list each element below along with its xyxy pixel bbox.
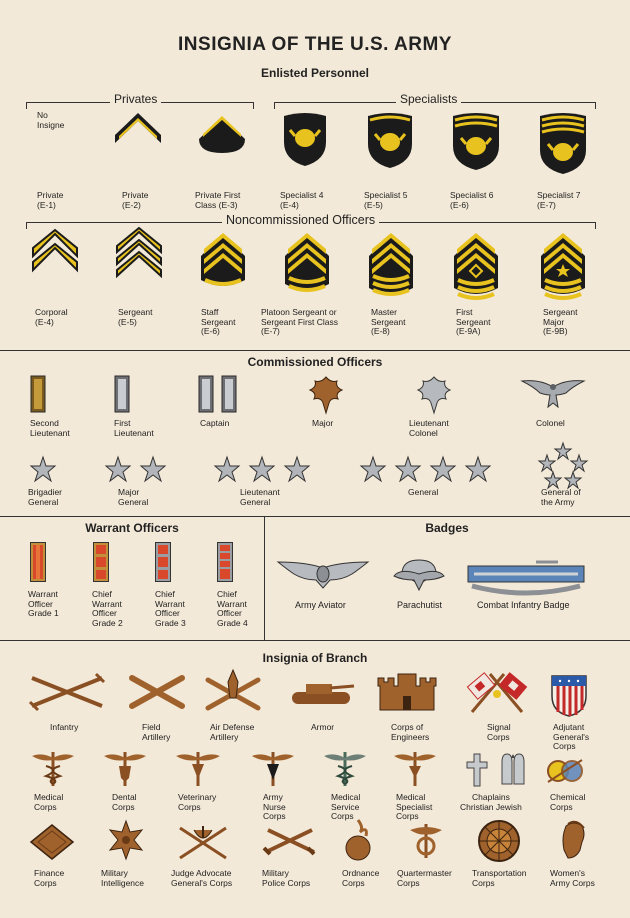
finance-corps-diamond-icon — [30, 824, 74, 860]
lieutenant-general-stars-icon — [214, 456, 310, 482]
no-insignia-label: No Insigne — [37, 110, 65, 130]
private-e2-label: Private (E-2) — [122, 190, 149, 210]
army-nurse-corps-label: Army Nurse Corps — [263, 792, 286, 821]
specialist-7-icon — [538, 112, 588, 176]
chief-warrant-2-bar-icon — [93, 542, 109, 582]
parachutist-badge-icon — [392, 558, 446, 592]
armor-tank-icon — [286, 676, 356, 708]
brigadier-general-label: Brigadier General — [28, 487, 63, 507]
general-stars-icon — [360, 456, 492, 482]
medical-specialist-corps-label: Medical Specialist Corps — [396, 792, 433, 821]
parachutist-label: Parachutist — [397, 600, 443, 610]
branch-heading: Insignia of Branch — [262, 651, 368, 665]
combat-infantry-badge-icon — [466, 556, 586, 594]
private-e3-chevron-icon — [197, 113, 247, 153]
air-defense-artillery-label: Air Defense Artillery — [210, 722, 255, 742]
brigadier-general-star-icon — [30, 456, 56, 482]
medical-service-corps-caduceus-icon — [322, 748, 368, 788]
platoon-sergeant-chevron-icon — [283, 230, 331, 294]
warrant-heading: Warrant Officers — [85, 521, 179, 535]
finance-corps-label: Finance Corps — [34, 868, 65, 888]
dental-corps-label: Dental Corps — [112, 792, 137, 812]
military-police-corps-label: Military Police Corps — [262, 868, 311, 888]
chemical-corps-label: Chemical Corps — [550, 792, 586, 812]
sergeant-major-chevron-icon — [539, 230, 587, 298]
ordnance-corps-label: Ordnance Corps — [342, 868, 380, 888]
staff-sergeant-label: Staff Sergeant (E-6) — [201, 307, 236, 336]
enlisted-heading: Enlisted Personnel — [260, 66, 370, 80]
specialist-7-label: Specialist 7 (E-7) — [537, 190, 581, 210]
chief-warrant-4-bar-icon — [217, 542, 233, 582]
lieutenant-general-label: Lieutenant General — [240, 487, 280, 507]
military-intelligence-icon — [108, 820, 144, 860]
major-oak-leaf-icon — [307, 375, 345, 415]
judge-advocate-general-label: Judge Advocate General's Corps — [171, 868, 233, 888]
womens-army-corps-athena-icon — [558, 820, 588, 860]
divider-line — [0, 350, 630, 351]
specialists-heading: Specialists — [396, 92, 461, 106]
lieutenant-colonel-label: Lieutenant Colonel — [409, 418, 449, 438]
judge-advocate-general-icon — [176, 824, 230, 860]
badges-heading: Badges — [425, 521, 469, 535]
colonel-eagle-icon — [520, 377, 586, 409]
divider-line — [0, 640, 630, 641]
dental-corps-caduceus-icon — [102, 748, 148, 788]
medical-corps-caduceus-icon — [30, 748, 76, 788]
medical-specialist-corps-caduceus-icon — [392, 748, 438, 788]
first-sergeant-label: First Sergeant (E-9A) — [456, 307, 491, 336]
divider-line — [0, 516, 630, 517]
master-sergeant-chevron-icon — [367, 230, 415, 298]
combat-infantry-badge-label: Combat Infantry Badge — [477, 600, 570, 610]
private-e3-label: Private First Class (E-3) — [195, 190, 241, 210]
captain-label: Captain — [200, 418, 230, 428]
medical-service-corps-label: Medical Service Corps — [331, 792, 361, 821]
first-sergeant-chevron-icon — [452, 230, 500, 298]
army-aviator-wings-icon — [276, 560, 370, 590]
general-label: General — [408, 487, 439, 497]
air-defense-artillery-icon — [200, 668, 266, 714]
chief-warrant-3-label: Chief Warrant Officer Grade 3 — [155, 589, 186, 628]
general-of-the-army-stars-icon — [540, 442, 586, 486]
womens-army-corps-label: Women's Army Corps — [550, 868, 595, 888]
field-artillery-cannons-icon — [126, 672, 188, 712]
army-nurse-corps-caduceus-icon — [250, 748, 296, 788]
nco-heading: Noncommissioned Officers — [222, 213, 379, 227]
medical-corps-label: Medical Corps — [34, 792, 64, 812]
military-intelligence-label: Military Intelligence — [101, 868, 145, 888]
veterinary-corps-label: Veterinary Corps — [178, 792, 217, 812]
privates-heading: Privates — [110, 92, 161, 106]
private-e1-label: Private (E-1) — [37, 190, 64, 210]
colonel-label: Colonel — [536, 418, 565, 428]
transportation-corps-label: Transportation Corps — [472, 868, 527, 888]
second-lieutenant-bar-icon — [30, 375, 46, 413]
chief-warrant-2-label: Chief Warrant Officer Grade 2 — [92, 589, 123, 628]
master-sergeant-label: Master Sergeant (E-8) — [371, 307, 406, 336]
warrant-officer-1-label: Warrant Officer Grade 1 — [28, 589, 59, 618]
specialist-6-icon — [451, 112, 501, 172]
army-aviator-label: Army Aviator — [295, 600, 346, 610]
major-label: Major — [312, 418, 334, 428]
adjutant-generals-shield-icon — [550, 674, 588, 718]
chaplain-jewish-tablets-icon — [500, 752, 526, 786]
corporal-chevron-icon — [31, 230, 79, 272]
specialist-4-label: Specialist 4 (E-4) — [280, 190, 324, 210]
private-e2-chevron-icon — [113, 113, 163, 149]
first-lieutenant-label: First Lieutenant — [114, 418, 154, 438]
signal-corps-flags-icon — [462, 670, 532, 714]
adjutant-generals-corps-label: Adjutant General's Corps — [553, 722, 590, 751]
corporal-label: Corporal (E-4) — [35, 307, 68, 327]
specialist-5-icon — [366, 112, 414, 170]
chief-warrant-4-label: Chief Warrant Officer Grade 4 — [217, 589, 248, 628]
major-general-label: Major General — [118, 487, 149, 507]
page-title: INSIGNIA OF THE U.S. ARMY — [178, 34, 452, 55]
transportation-wheel-icon — [476, 818, 522, 864]
officers-heading: Commissioned Officers — [247, 355, 383, 369]
infantry-crossed-rifles-icon — [28, 672, 106, 712]
chief-warrant-3-bar-icon — [155, 542, 171, 582]
armor-label: Armor — [311, 722, 335, 732]
quartermaster-icon — [406, 822, 446, 860]
staff-sergeant-chevron-icon — [199, 230, 247, 290]
captain-bars-icon — [198, 375, 238, 413]
ordnance-bomb-icon — [342, 818, 374, 862]
signal-corps-label: Signal Corps — [487, 722, 511, 742]
sergeant-label: Sergeant (E-5) — [118, 307, 153, 327]
specialist-6-label: Specialist 6 (E-6) — [450, 190, 494, 210]
chemical-corps-icon — [544, 758, 586, 784]
major-general-stars-icon — [105, 456, 167, 482]
chaplain-christian-cross-icon — [466, 752, 488, 788]
quartermaster-corps-label: Quartermaster Corps — [397, 868, 452, 888]
platoon-sergeant-label: Platoon Sergeant or Sergeant First Class (E-7) — [261, 307, 338, 336]
corps-of-engineers-label: Corps of Engineers — [391, 722, 430, 742]
sergeant-major-label: Sergeant Major (E-9B) — [543, 307, 578, 336]
veterinary-corps-caduceus-icon — [174, 748, 222, 788]
field-artillery-label: Field Artillery — [142, 722, 171, 742]
second-lieutenant-label: Second Lieutenant — [30, 418, 70, 438]
first-lieutenant-bar-icon — [114, 375, 130, 413]
sergeant-chevron-icon — [115, 230, 163, 280]
specialist-4-icon — [282, 112, 328, 168]
general-of-the-army-label: General of the Army — [541, 487, 581, 507]
warrant-officer-1-bar-icon — [30, 542, 46, 582]
engineers-castle-icon — [376, 672, 438, 712]
military-police-pistols-icon — [262, 826, 318, 856]
chaplains-label: Chaplains Christian Jewish — [460, 792, 522, 812]
infantry-label: Infantry — [50, 722, 79, 732]
lieutenant-colonel-oak-leaf-icon — [415, 375, 453, 415]
specialist-5-label: Specialist 5 (E-5) — [364, 190, 408, 210]
